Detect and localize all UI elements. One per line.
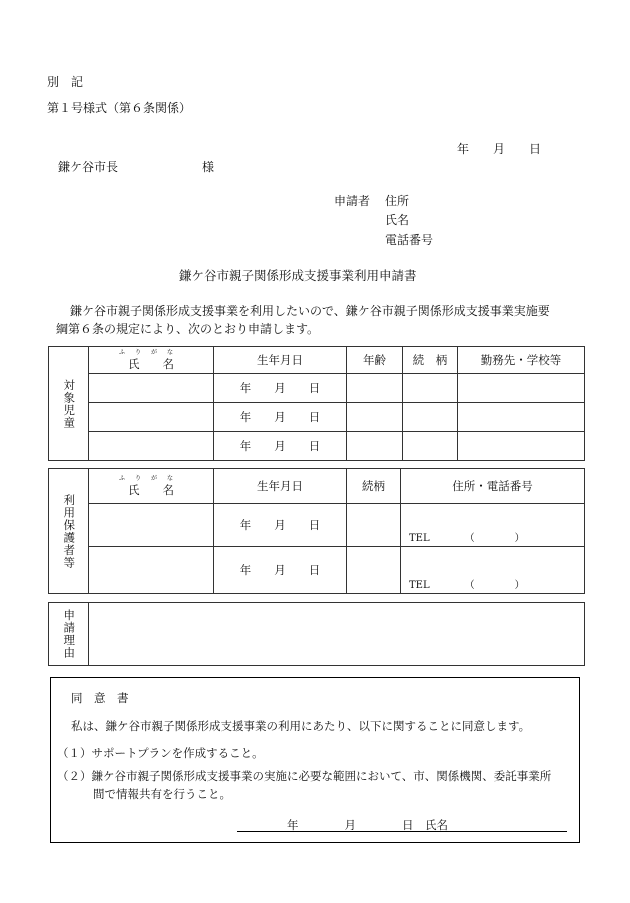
child-work-field[interactable] xyxy=(458,374,585,403)
child-age-field[interactable] xyxy=(347,374,403,403)
consent-item-2-line-1: （２）鎌ケ谷市親子関係形成支援事業の実施に必要な範囲において、市、関係機関、委託事業所 xyxy=(57,769,552,783)
guardians-table xyxy=(48,468,585,594)
child-relation-field[interactable] xyxy=(403,374,458,403)
guardians-row-label: 利用保護者等 xyxy=(49,469,89,594)
dob-header: 生年月日 xyxy=(214,469,347,504)
child-dob-field[interactable]: 年 月 日 xyxy=(214,374,347,403)
child-name-field[interactable] xyxy=(89,374,214,403)
consent-signature[interactable]: 年 月 日 氏名 xyxy=(287,818,448,832)
guardian-name-field[interactable] xyxy=(89,547,214,594)
name-label: 氏名 xyxy=(385,213,410,227)
guardian-relation-field[interactable] xyxy=(347,547,401,594)
address-phone-header: 住所・電話番号 xyxy=(401,469,585,504)
guardian-dob-field[interactable]: 年 月 日 xyxy=(214,547,347,594)
guardian-address-tel-field[interactable]: TEL （ ） xyxy=(401,504,585,547)
child-age-field[interactable] xyxy=(347,432,403,461)
consent-box xyxy=(50,677,580,843)
consent-item-2-line-2: 間で情報共有を行うこと。 xyxy=(93,787,231,801)
reason-field[interactable] xyxy=(89,603,585,666)
child-name-field[interactable] xyxy=(89,432,214,461)
name-header: ふりがな 氏 名 xyxy=(89,347,214,374)
relation-header: 続柄 xyxy=(347,469,401,504)
consent-body: 私は、鎌ケ谷市親子関係形成支援事業の利用にあたり、以下に関することに同意します。 xyxy=(71,719,531,733)
child-relation-field[interactable] xyxy=(403,432,458,461)
signature-underline xyxy=(237,831,567,832)
guardian-address-tel-field[interactable]: TEL （ ） xyxy=(401,547,585,594)
intro-line-1: 鎌ケ谷市親子関係形成支援事業を利用したいので、鎌ケ谷市親子関係形成支援事業実施要 xyxy=(70,304,550,318)
guardian-name-field[interactable] xyxy=(89,504,214,547)
child-name-field[interactable] xyxy=(89,403,214,432)
address-label: 住所 xyxy=(385,194,410,208)
child-work-field[interactable] xyxy=(458,403,585,432)
relation-header: 続 柄 xyxy=(403,347,458,374)
reason-table xyxy=(48,602,585,666)
children-table xyxy=(48,346,585,461)
child-age-field[interactable] xyxy=(347,403,403,432)
age-header: 年齢 xyxy=(347,347,403,374)
consent-item-1: （１）サポートプランを作成すること。 xyxy=(57,746,264,760)
betsuki-label: 別 記 xyxy=(47,75,84,89)
document-title: 鎌ケ谷市親子関係形成支援事業利用申請書 xyxy=(179,268,417,283)
reason-row-label: 申請理由 xyxy=(49,603,89,666)
children-row-label: 対象児童 xyxy=(49,347,89,461)
phone-label: 電話番号 xyxy=(385,233,434,247)
guardian-relation-field[interactable] xyxy=(347,504,401,547)
intro-line-2: 綱第６条の規定により、次のとおり申請します。 xyxy=(56,322,320,336)
consent-title: 同 意 書 xyxy=(71,691,129,705)
addressee: 鎌ケ谷市長 様 xyxy=(58,160,215,174)
work-header: 勤務先・学校等 xyxy=(458,347,585,374)
child-dob-field[interactable]: 年 月 日 xyxy=(214,403,347,432)
child-work-field[interactable] xyxy=(458,432,585,461)
name-header: ふりがな 氏 名 xyxy=(89,469,214,504)
child-relation-field[interactable] xyxy=(403,403,458,432)
applicant-label: 申請者 xyxy=(334,194,371,208)
child-dob-field[interactable]: 年 月 日 xyxy=(214,432,347,461)
guardian-dob-field[interactable]: 年 月 日 xyxy=(214,504,347,547)
date-line: 年 月 日 xyxy=(457,142,542,156)
form-number: 第１号様式（第６条関係） xyxy=(47,101,192,115)
dob-header: 生年月日 xyxy=(214,347,347,374)
